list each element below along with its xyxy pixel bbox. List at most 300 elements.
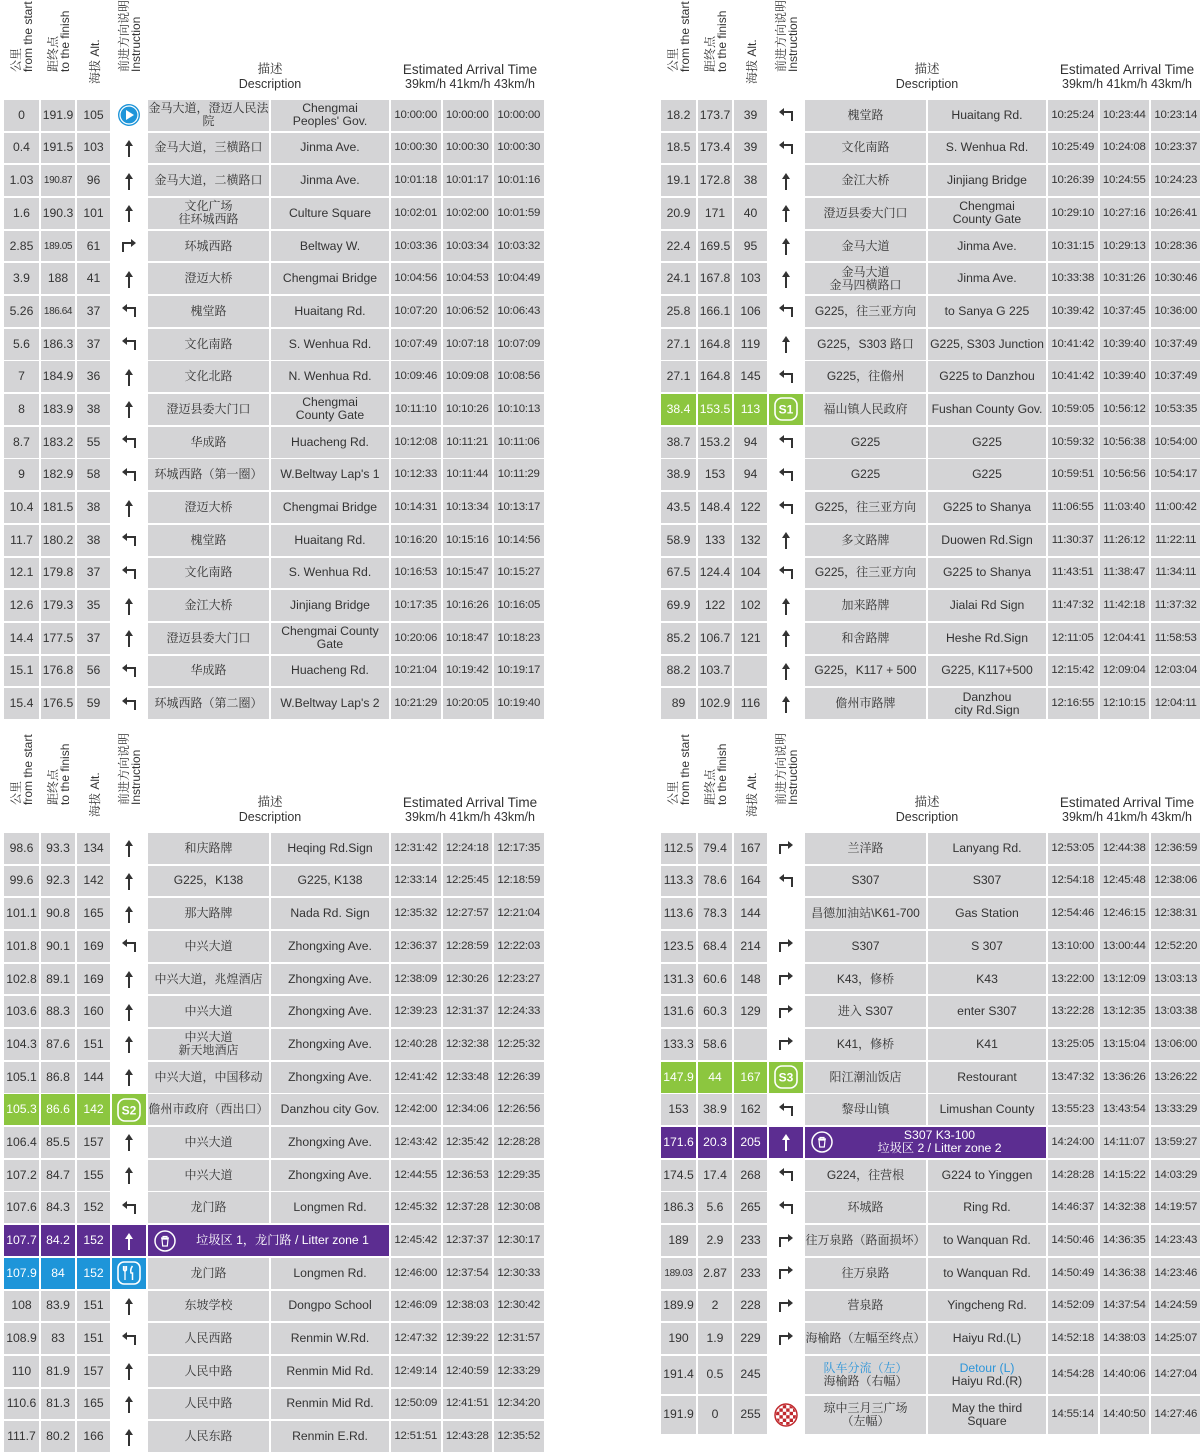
to-finish-cell: 90.1 <box>41 931 75 962</box>
description-cn-text: 中兴大道 <box>184 1134 233 1149</box>
table-row <box>4 590 544 621</box>
to-finish-cell: 0.5 <box>698 1356 732 1394</box>
description-cn <box>148 1062 269 1093</box>
instruction-cell <box>112 394 146 425</box>
km-cell: 15.1 <box>4 656 39 687</box>
eta-43kmh-cell: 10:14:56 <box>494 525 544 556</box>
description-en-text: G225, K138 <box>297 873 363 888</box>
altitude-cell: 164 <box>734 866 767 897</box>
to-finish-cell: 164.8 <box>698 361 732 392</box>
eta-41kmh-cell: 10:39:40 <box>1100 361 1150 392</box>
eta-43kmh-cell: 11:34:11 <box>1151 558 1200 589</box>
instruction-cell <box>769 931 803 962</box>
eta-41kmh-cell: 10:56:56 <box>1100 459 1150 490</box>
table-row <box>4 656 544 687</box>
description-cn-text: 东坡学校 <box>184 1298 233 1313</box>
left-icon <box>778 1103 794 1117</box>
instruction-cell <box>112 1062 146 1093</box>
description-cn-text: 中兴大道，中国移动 <box>154 1069 263 1084</box>
instruction-cell <box>112 688 146 719</box>
eta-39kmh-cell: 13:55:23 <box>1048 1094 1098 1125</box>
altitude-cell: 121 <box>734 623 767 654</box>
description-cn <box>148 263 269 294</box>
description-cn <box>148 100 269 131</box>
left-icon <box>121 664 137 678</box>
straight-icon <box>123 498 135 518</box>
straight-icon <box>123 838 135 858</box>
straight-icon <box>123 1427 135 1447</box>
km-cell: 85.2 <box>661 623 696 654</box>
eta-41kmh-cell: 10:24:08 <box>1100 133 1150 164</box>
table-row <box>661 866 1200 897</box>
description-en-text: Jinma Ave. <box>300 140 360 155</box>
instruction-cell <box>112 866 146 897</box>
km-cell: 107.7 <box>4 1225 39 1256</box>
straight-icon <box>780 661 792 681</box>
description-en <box>271 558 389 589</box>
table-row <box>4 688 544 719</box>
instruction-cell <box>112 1127 146 1158</box>
instruction-cell <box>112 996 146 1027</box>
description-cn-text: 中兴大道 <box>184 1004 233 1019</box>
description-en <box>271 931 389 962</box>
left-icon <box>778 874 794 888</box>
straight-icon <box>123 269 135 289</box>
description-en <box>271 1094 389 1125</box>
description-en-text: Huaitang Rd. <box>294 532 366 547</box>
instruction-cell <box>769 1396 803 1434</box>
instruction-cell <box>769 361 803 392</box>
eta-39kmh-cell: 14:52:18 <box>1048 1323 1098 1354</box>
instruction-cell <box>769 263 803 294</box>
instruction-cell <box>112 329 146 360</box>
km-cell: 88.2 <box>661 656 696 687</box>
eta-41kmh-cell: 11:03:40 <box>1100 492 1150 523</box>
description-cn <box>805 931 926 962</box>
eta-43kmh-cell: 12:24:33 <box>494 996 544 1027</box>
header-alt-text: 海拔 Alt. <box>88 772 102 817</box>
km-cell: 38.4 <box>661 394 696 425</box>
straight-icon <box>780 269 792 289</box>
km-cell: 19.1 <box>661 165 696 196</box>
description-cn-text: G225 <box>850 434 881 449</box>
km-cell: 7 <box>4 361 39 392</box>
left-icon <box>121 939 137 953</box>
description-en-text: W.Beltway Lap's 1 <box>280 467 380 482</box>
description-en-text: Jinma Ave. <box>300 173 360 188</box>
eta-43kmh-cell: 13:03:38 <box>1151 996 1200 1027</box>
to-finish-cell: 183.2 <box>41 427 75 458</box>
description-en <box>271 361 389 392</box>
table-row <box>4 1192 544 1223</box>
altitude-cell: 38 <box>77 492 110 523</box>
description-cn-text: 往万泉路 <box>841 1265 890 1280</box>
instruction-cell <box>769 1160 803 1191</box>
eta-41kmh-cell: 14:36:35 <box>1100 1225 1150 1256</box>
eta-43kmh-cell: 10:37:49 <box>1151 329 1200 360</box>
litter-icon <box>154 1230 176 1252</box>
description-en <box>271 1356 389 1387</box>
description-cn-text: 加来路牌 <box>841 598 890 613</box>
eta-43kmh-cell: 10:13:17 <box>494 492 544 523</box>
eta-41kmh-cell: 14:37:54 <box>1100 1291 1150 1322</box>
description-cn-text: 人民东路 <box>184 1429 233 1444</box>
table-row <box>661 898 1200 929</box>
description-en-text: Chengmai County Gate <box>952 199 1022 227</box>
straight-icon <box>123 171 135 191</box>
description-en <box>928 459 1046 490</box>
description-cn <box>805 263 926 294</box>
description-cn-text: K41，修桥 <box>836 1036 895 1051</box>
description-en-text: Jinjiang Bridge <box>290 598 370 613</box>
description-cn-text: 澄迈大桥 <box>184 271 233 286</box>
eta-43kmh-cell: 12:03:04 <box>1151 656 1200 687</box>
description-en <box>271 623 389 654</box>
description-cn-text: 中兴大道 <box>184 938 233 953</box>
description-en <box>271 1291 389 1322</box>
to-finish-cell: 189.05 <box>41 231 75 262</box>
description-cn <box>805 231 926 262</box>
description-en-text: S 307 <box>971 938 1003 953</box>
header-instruction-text: 前进方向说明 Instruction <box>774 0 800 72</box>
start-icon <box>117 103 141 127</box>
description-en <box>928 231 1046 262</box>
instruction-cell <box>112 1389 146 1420</box>
instruction-cell <box>112 656 146 687</box>
eta-39kmh-cell: 10:12:08 <box>391 427 441 458</box>
eta-41kmh-cell: 12:24:18 <box>443 833 493 864</box>
table-row <box>4 492 544 523</box>
description-cn <box>805 590 926 621</box>
description-cn-text: 中兴大道，兆煌酒店 <box>154 971 263 986</box>
left-icon <box>778 1168 794 1182</box>
eta-41kmh-cell: 12:44:38 <box>1100 833 1150 864</box>
eta-39kmh-cell: 11:06:55 <box>1048 492 1098 523</box>
description-en <box>271 688 389 719</box>
description-cn <box>805 898 926 929</box>
table-row <box>4 459 544 490</box>
description-cn-text: K43，修桥 <box>836 971 895 986</box>
table-row <box>4 133 544 164</box>
altitude-cell: 268 <box>734 1160 767 1191</box>
to-finish-cell: 106.7 <box>698 623 732 654</box>
eta-39kmh-cell: 12:51:51 <box>391 1421 441 1452</box>
table-row <box>4 1160 544 1191</box>
description-cn <box>148 296 269 327</box>
description-cn <box>805 165 926 196</box>
instruction-cell <box>769 1225 803 1256</box>
eta-41kmh-cell: 11:42:18 <box>1100 590 1150 621</box>
eta-39kmh-cell: 11:30:37 <box>1048 525 1098 556</box>
km-cell: 153 <box>661 1094 696 1125</box>
table-row <box>4 100 544 131</box>
to-finish-cell: 190.3 <box>41 198 75 229</box>
eta-39kmh-cell: 10:00:30 <box>391 133 441 164</box>
to-finish-cell: 68.4 <box>698 931 732 962</box>
eta-39kmh-cell: 13:22:00 <box>1048 964 1098 995</box>
header-alt-text: 海拔 Alt. <box>745 772 759 817</box>
description-cn <box>805 198 926 229</box>
to-finish-cell: 17.4 <box>698 1160 732 1191</box>
description-en <box>928 1291 1046 1322</box>
description-cn-text: 环城西路（第一圈） <box>154 467 263 482</box>
eta-43kmh-cell: 12:18:59 <box>494 866 544 897</box>
description-en <box>928 898 1046 929</box>
eta-43kmh-cell: 13:03:13 <box>1151 964 1200 995</box>
altitude-cell: 96 <box>77 165 110 196</box>
description-en <box>928 198 1046 229</box>
table-row <box>661 329 1200 360</box>
description-en-text: Fushan County Gov. <box>931 401 1043 416</box>
eta-43kmh-cell: 10:54:17 <box>1151 459 1200 490</box>
table-row <box>4 525 544 556</box>
eta-41kmh-cell: 14:40:50 <box>1100 1396 1150 1434</box>
description-en <box>271 427 389 458</box>
description-cn <box>148 198 269 229</box>
to-finish-cell: 1.9 <box>698 1323 732 1354</box>
instruction-cell <box>769 833 803 864</box>
straight-icon <box>123 1296 135 1316</box>
km-cell: 18.2 <box>661 100 696 131</box>
to-finish-cell: 88.3 <box>41 996 75 1027</box>
instruction-cell <box>112 1421 146 1452</box>
to-finish-cell: 169.5 <box>698 231 732 262</box>
instruction-cell <box>769 688 803 719</box>
table-row <box>661 1160 1200 1191</box>
header-eta <box>1049 795 1200 825</box>
eta-39kmh-cell: 12:45:42 <box>391 1225 441 1256</box>
description-cn-text: 昌德加油站\K61-700 <box>811 906 920 921</box>
eta-39kmh-cell: 12:38:09 <box>391 964 441 995</box>
table-row <box>661 1127 1200 1158</box>
description-cn-text: 环城西路 <box>184 238 233 253</box>
eta-43kmh-cell: 12:23:27 <box>494 964 544 995</box>
table-row <box>661 361 1200 392</box>
description-en-text: Chengmai County Gate <box>281 624 379 652</box>
description-en-text: Huacheng Rd. <box>291 434 369 449</box>
description-en-text: Chengmai Bridge <box>282 271 378 286</box>
instruction-cell <box>112 558 146 589</box>
eta-43kmh-cell: 10:19:17 <box>494 656 544 687</box>
route-panel-3 <box>4 732 544 1452</box>
table-row <box>4 1356 544 1387</box>
header-desc-en: Description <box>895 77 959 91</box>
description-cn <box>148 1291 269 1322</box>
eta-41kmh-cell: 12:36:53 <box>443 1160 493 1191</box>
altitude-cell: 155 <box>77 1160 110 1191</box>
description-cn <box>148 1323 269 1354</box>
description-cn-text: 澄迈县委大门口 <box>166 401 251 416</box>
description-en-text: Jinma Ave. <box>957 238 1017 253</box>
description-cn <box>148 833 269 864</box>
eta-43kmh-cell: 10:00:30 <box>494 133 544 164</box>
to-finish-cell: 176.8 <box>41 656 75 687</box>
eta-41kmh-cell: 10:19:42 <box>443 656 493 687</box>
eta-41kmh-cell: 12:27:57 <box>443 898 493 929</box>
description-en-text: Gas Station <box>955 906 1019 921</box>
description-cn <box>148 898 269 929</box>
to-finish-cell: 2.9 <box>698 1225 732 1256</box>
straight-icon <box>123 871 135 891</box>
eta-39kmh-cell: 10:59:32 <box>1048 427 1098 458</box>
eta-41kmh-cell: 13:12:09 <box>1100 964 1150 995</box>
description-en <box>928 656 1046 687</box>
instruction-cell <box>112 590 146 621</box>
left-icon <box>778 1201 794 1215</box>
eta-39kmh-cell: 12:31:42 <box>391 833 441 864</box>
eta-39kmh-cell: 11:43:51 <box>1048 558 1098 589</box>
straight-icon <box>123 904 135 924</box>
to-finish-cell: 173.7 <box>698 100 732 131</box>
description-en <box>271 525 389 556</box>
altitude-cell: 229 <box>734 1323 767 1354</box>
eta-39kmh-cell: 12:36:37 <box>391 931 441 962</box>
description-en-text: K41 <box>976 1036 998 1051</box>
eta-43kmh-cell: 12:26:39 <box>494 1062 544 1093</box>
km-cell: 107.9 <box>4 1258 39 1289</box>
eta-43kmh-cell: 10:00:00 <box>494 100 544 131</box>
left-icon <box>121 435 137 449</box>
altitude-cell: 129 <box>734 996 767 1027</box>
description-cn <box>148 866 269 897</box>
left-icon <box>778 141 794 155</box>
to-finish-cell: 80.2 <box>41 1421 75 1452</box>
instruction-cell <box>112 1192 146 1223</box>
header-instruction-text: 前进方向说明 Instruction <box>774 732 800 805</box>
straight-icon <box>780 1132 792 1152</box>
to-finish-cell: 81.3 <box>41 1389 75 1420</box>
altitude-cell: 214 <box>734 931 767 962</box>
header-desc-cn: 描述 <box>914 62 940 76</box>
description-en <box>928 525 1046 556</box>
eta-39kmh-cell: 10:02:01 <box>391 198 441 229</box>
description-en <box>928 1323 1046 1354</box>
left-icon <box>778 435 794 449</box>
description-en-text: Jinjiang Bridge <box>947 173 1027 188</box>
description-cn <box>148 590 269 621</box>
header-to-finish <box>41 4 77 96</box>
eta-41kmh-cell: 11:26:12 <box>1100 525 1150 556</box>
table-row <box>661 1225 1200 1256</box>
description-en <box>271 231 389 262</box>
header-eta-title: Estimated Arrival Time <box>402 62 538 77</box>
eta-41kmh-cell: 10:10:26 <box>443 394 493 425</box>
eta-43kmh-cell: 14:19:57 <box>1151 1192 1200 1223</box>
straight-icon <box>123 628 135 648</box>
altitude-cell: 205 <box>734 1127 767 1158</box>
eta-43kmh-cell: 12:36:59 <box>1151 833 1200 864</box>
description-en <box>928 1062 1046 1093</box>
to-finish-cell: 79.4 <box>698 833 732 864</box>
instruction-cell <box>769 964 803 995</box>
km-cell: 38.9 <box>661 459 696 490</box>
eta-39kmh-cell: 14:50:46 <box>1048 1225 1098 1256</box>
svg-text:S1: S1 <box>778 402 794 417</box>
description-cn-text: 海榆路（右幅） <box>823 1373 908 1388</box>
eta-41kmh-cell: 12:09:04 <box>1100 656 1150 687</box>
description-cn <box>148 492 269 523</box>
stage-s1-icon <box>774 397 798 421</box>
description-cn <box>148 459 269 490</box>
description-cn <box>805 964 926 995</box>
instruction-cell <box>112 1323 146 1354</box>
eta-43kmh-cell: 12:34:20 <box>494 1389 544 1420</box>
to-finish-cell: 166.1 <box>698 296 732 327</box>
eta-39kmh-cell: 14:24:00 <box>1048 1127 1098 1158</box>
to-finish-cell: 171 <box>698 198 732 229</box>
description-cn-text: S307 <box>851 873 880 888</box>
km-cell: 189.03 <box>661 1258 696 1289</box>
eta-41kmh-cell: 10:56:12 <box>1100 394 1150 425</box>
table-row <box>661 656 1200 687</box>
altitude-cell: 169 <box>77 931 110 962</box>
eta-41kmh-cell: 12:25:45 <box>443 866 493 897</box>
eta-39kmh-cell: 14:28:28 <box>1048 1160 1098 1191</box>
to-finish-cell: 84.2 <box>41 1225 75 1256</box>
table-row <box>4 1291 544 1322</box>
header-alt-text: 海拔 Alt. <box>745 39 759 84</box>
description-en-text: S307 <box>972 873 1002 888</box>
description-cn-text: 和舍路牌 <box>841 630 890 645</box>
eta-41kmh-cell: 10:11:44 <box>443 459 493 490</box>
eta-41kmh-cell: 12:10:15 <box>1100 688 1150 719</box>
description-en <box>271 133 389 164</box>
description-cn-text: 环城路 <box>847 1200 884 1215</box>
to-finish-cell: 183.9 <box>41 394 75 425</box>
to-finish-cell: 191.5 <box>41 133 75 164</box>
description-cn-text: 金马大道，二横路口 <box>154 173 263 188</box>
km-cell: 5.6 <box>4 329 39 360</box>
eta-39kmh-cell: 10:39:42 <box>1048 296 1098 327</box>
km-cell: 190 <box>661 1323 696 1354</box>
eta-39kmh-cell: 11:47:32 <box>1048 590 1098 621</box>
table-row <box>4 1029 544 1060</box>
route-panel-2 <box>661 0 1200 719</box>
to-finish-cell: 122 <box>698 590 732 621</box>
eta-41kmh-cell: 14:32:38 <box>1100 1192 1150 1223</box>
description-en-text: May the third Square <box>951 1400 1023 1428</box>
description-cn-text: 往万泉路（路面损坏） <box>805 1233 926 1248</box>
header-to-finish <box>698 4 734 96</box>
altitude-cell: 152 <box>77 1225 110 1256</box>
instruction-cell <box>769 231 803 262</box>
km-cell: 1.6 <box>4 198 39 229</box>
food-icon <box>117 1261 141 1285</box>
eta-41kmh-cell: 12:37:28 <box>443 1192 493 1223</box>
description-cn-text: 金马大道，三横路口 <box>154 140 263 155</box>
km-cell: 0.4 <box>4 133 39 164</box>
header-desc-cn: 描述 <box>914 795 940 809</box>
altitude-cell: 55 <box>77 427 110 458</box>
description-en <box>928 133 1046 164</box>
altitude-cell: 166 <box>77 1421 110 1452</box>
eta-43kmh-cell: 10:08:56 <box>494 361 544 392</box>
description-en <box>928 361 1046 392</box>
to-finish-cell: 78.3 <box>698 898 732 929</box>
table-row <box>661 525 1200 556</box>
eta-41kmh-cell: 10:39:40 <box>1100 329 1150 360</box>
eta-41kmh-cell: 12:40:59 <box>443 1356 493 1387</box>
straight-icon <box>123 1165 135 1185</box>
description-cn-text: S307 <box>851 938 880 953</box>
eta-39kmh-cell: 10:01:18 <box>391 165 441 196</box>
description-en <box>271 296 389 327</box>
description-en-text: Huaitang Rd. <box>951 107 1023 122</box>
table-row <box>4 231 544 262</box>
litter-zone-label: S307 K3-100 垃圾区 2 / Litter zone 2 <box>877 1128 1002 1156</box>
straight-icon <box>123 1361 135 1381</box>
eta-39kmh-cell: 14:52:09 <box>1048 1291 1098 1322</box>
